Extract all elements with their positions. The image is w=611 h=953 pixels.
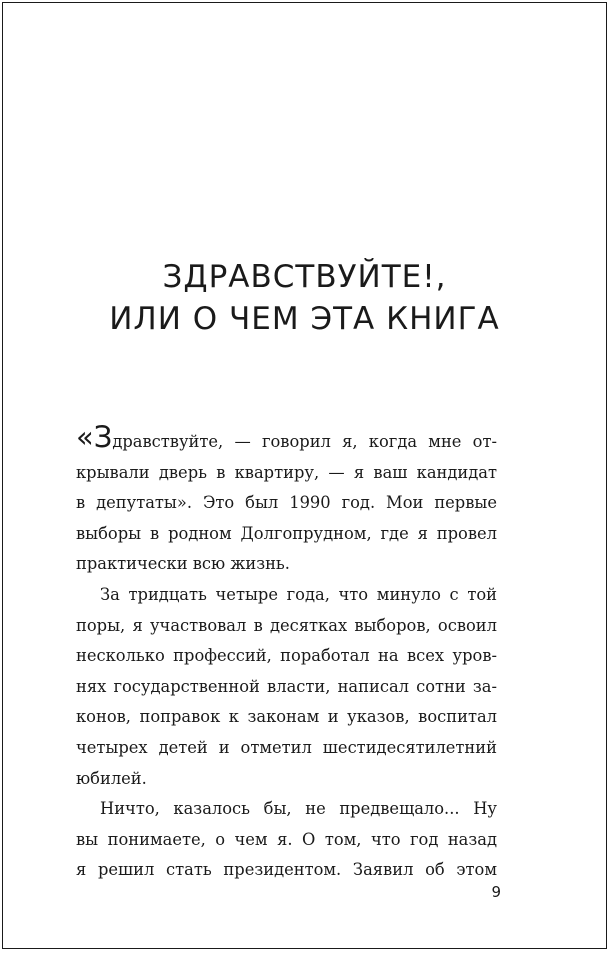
text-line: вы понимаете, о чем я. О том, что год назад (76, 829, 497, 849)
drop-cap: «З (76, 420, 113, 454)
text-line: крывали дверь в квартиру, — я ваш кандидат (76, 462, 497, 482)
text-line: практически всю жизнь. (76, 554, 290, 574)
paragraph-3 (76, 794, 497, 886)
text-line: я решил стать президентом. Заявил об этом (76, 860, 497, 880)
text-line: юбилей. (76, 768, 147, 788)
text-line: несколько профессий, поработал на всех уров- (76, 646, 497, 666)
text-line: выборы в родном Долгопрудном, где я провел (76, 523, 497, 543)
text-line: нях государственной власти, написал сотни за- (76, 676, 497, 696)
text-line: конов, поправок к законам и указов, воспитал (76, 707, 497, 727)
text-line: Ничто, казалось бы, не предвещало... Ну (100, 799, 497, 819)
book-page (2, 2, 607, 949)
text-line: в депутаты». Это был 1990 год. Мои первые (76, 493, 497, 513)
page-number: 9 (491, 883, 501, 901)
text-line: поры, я участвовал в десятках выборов, освоил (76, 615, 497, 635)
chapter-title (3, 256, 606, 340)
chapter-title-line-2: ИЛИ О ЧЕМ ЭТА КНИГА (109, 301, 500, 337)
text-line: четырех детей и отметил шестидесятилетний (76, 737, 497, 757)
paragraph-2 (76, 580, 497, 794)
paragraph-1 (76, 420, 497, 580)
text-line: «Здравствуйте, — говорил я, когда мне от- (76, 420, 497, 454)
chapter-body (76, 420, 497, 886)
chapter-title-line-1: ЗДРАВСТВУЙТЕ!, (162, 259, 447, 295)
text-line: За тридцать четыре года, что минуло с той (100, 584, 497, 604)
